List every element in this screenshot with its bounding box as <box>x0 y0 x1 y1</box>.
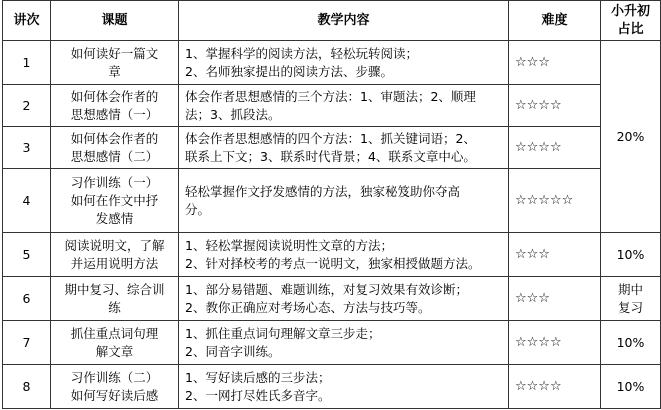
table-row <box>3 41 661 85</box>
ratio-line: 复习 <box>617 299 643 315</box>
header-topic: 课题 <box>51 1 179 41</box>
content-line: 1、部分易错题、难题训练，对复习效果有效诊断； <box>185 281 468 297</box>
course-schedule-table <box>2 0 661 409</box>
topic-line: 章 <box>108 63 121 79</box>
content-cell <box>179 277 509 321</box>
content-line: 2、教你正确应对考场心态、方法与技巧等。 <box>185 299 431 315</box>
table-row <box>3 365 661 409</box>
topic-line: 如何写好读后感 <box>70 387 159 403</box>
header-ratio-line-1: 小升初 <box>610 3 650 19</box>
topic-cell <box>51 233 179 277</box>
session-number: 3 <box>3 127 51 169</box>
topic-line: 阅读说明文，了解 <box>64 237 165 253</box>
content-line: 轻松掌握作文抒发感情的方法，独家秘笈助你夺高 <box>185 183 461 199</box>
ratio-cell: 10% <box>601 365 661 409</box>
topic-line: 并运用说明方法 <box>70 255 159 271</box>
header-ratio-line-2: 占比 <box>617 21 644 37</box>
content-cell <box>179 321 509 365</box>
ratio-cell: 10% <box>601 321 661 365</box>
topic-line: 思想感情（一） <box>70 106 159 122</box>
content-line: 2、名师独家提出的阅读方法、步骤。 <box>185 63 393 79</box>
content-cell <box>179 365 509 409</box>
topic-line: 习作训练（二） <box>70 369 159 385</box>
table-row <box>3 321 661 365</box>
content-line: 分。 <box>185 201 211 217</box>
topic-line: 解文章 <box>95 343 134 359</box>
content-line: 法；3、抓段法。 <box>185 106 281 122</box>
content-line: 2、同音字训练。 <box>185 343 281 359</box>
content-line: 1、写好读后感的三步法； <box>185 369 331 385</box>
header-row <box>3 1 661 41</box>
session-number: 1 <box>3 41 51 85</box>
table-row <box>3 127 661 169</box>
topic-line: 如何读好一篇文 <box>70 45 159 61</box>
table-row <box>3 277 661 321</box>
topic-line: 习作训练（一） <box>70 174 159 190</box>
topic-cell <box>51 85 179 127</box>
topic-cell <box>51 321 179 365</box>
difficulty-stars: ☆☆☆ <box>509 277 601 321</box>
difficulty-stars: ☆☆☆☆ <box>509 321 601 365</box>
topic-line: 抓住重点词句理 <box>70 325 159 341</box>
topic-line: 期中复习、综合训 <box>64 281 165 297</box>
content-cell <box>179 233 509 277</box>
topic-cell <box>51 365 179 409</box>
content-line: 体会作者思想感情的三个方法：1、审题法；2、顺理 <box>185 88 476 104</box>
content-cell <box>179 169 509 233</box>
topic-line: 思想感情（二） <box>70 148 159 164</box>
topic-cell <box>51 41 179 85</box>
difficulty-stars: ☆☆☆☆ <box>509 85 601 127</box>
content-line: 1、抓住重点词句理解文章三步走； <box>185 325 381 341</box>
ratio-cell: 20% <box>601 41 661 233</box>
content-line: 1、轻松掌握阅读说明性文章的方法； <box>185 237 393 253</box>
session-number: 8 <box>3 365 51 409</box>
topic-line: 发感情 <box>95 210 134 226</box>
topic-line: 如何在作文中抒 <box>70 192 159 208</box>
session-number: 6 <box>3 277 51 321</box>
header-difficulty: 难度 <box>509 1 601 41</box>
topic-line: 练 <box>108 299 121 315</box>
content-cell <box>179 127 509 169</box>
topic-cell <box>51 169 179 233</box>
topic-cell <box>51 277 179 321</box>
content-cell <box>179 41 509 85</box>
content-line: 联系上下文；3、联系时代背景；4、联系文章中心。 <box>185 148 476 164</box>
header-ratio <box>601 1 661 41</box>
header-session: 讲次 <box>3 1 51 41</box>
table-row <box>3 169 661 233</box>
content-line: 2、一网打尽姓氏多音字。 <box>185 387 331 403</box>
topic-cell <box>51 127 179 169</box>
difficulty-stars: ☆☆☆☆ <box>509 127 601 169</box>
session-number: 7 <box>3 321 51 365</box>
ratio-line: 期中 <box>617 281 643 297</box>
difficulty-stars: ☆☆☆☆☆ <box>509 169 601 233</box>
difficulty-stars: ☆☆☆ <box>509 41 601 85</box>
table-row <box>3 85 661 127</box>
content-line: 2、针对择校考的考点一说明文，独家相授做题方法。 <box>185 255 481 271</box>
session-number: 4 <box>3 169 51 233</box>
table-row <box>3 233 661 277</box>
difficulty-stars: ☆☆☆☆ <box>509 365 601 409</box>
topic-line: 如何体会作者的 <box>70 88 159 104</box>
content-line: 1、掌握科学的阅读方法，轻松玩转阅读； <box>185 45 418 61</box>
content-line: 体会作者思想感情的四个方法：1、抓关键词语；2、 <box>185 130 476 146</box>
ratio-cell: 10% <box>601 233 661 277</box>
session-number: 2 <box>3 85 51 127</box>
session-number: 5 <box>3 233 51 277</box>
difficulty-stars: ☆☆☆ <box>509 233 601 277</box>
topic-line: 如何体会作者的 <box>70 130 159 146</box>
content-cell <box>179 85 509 127</box>
ratio-cell <box>601 277 661 321</box>
header-content: 教学内容 <box>179 1 509 41</box>
